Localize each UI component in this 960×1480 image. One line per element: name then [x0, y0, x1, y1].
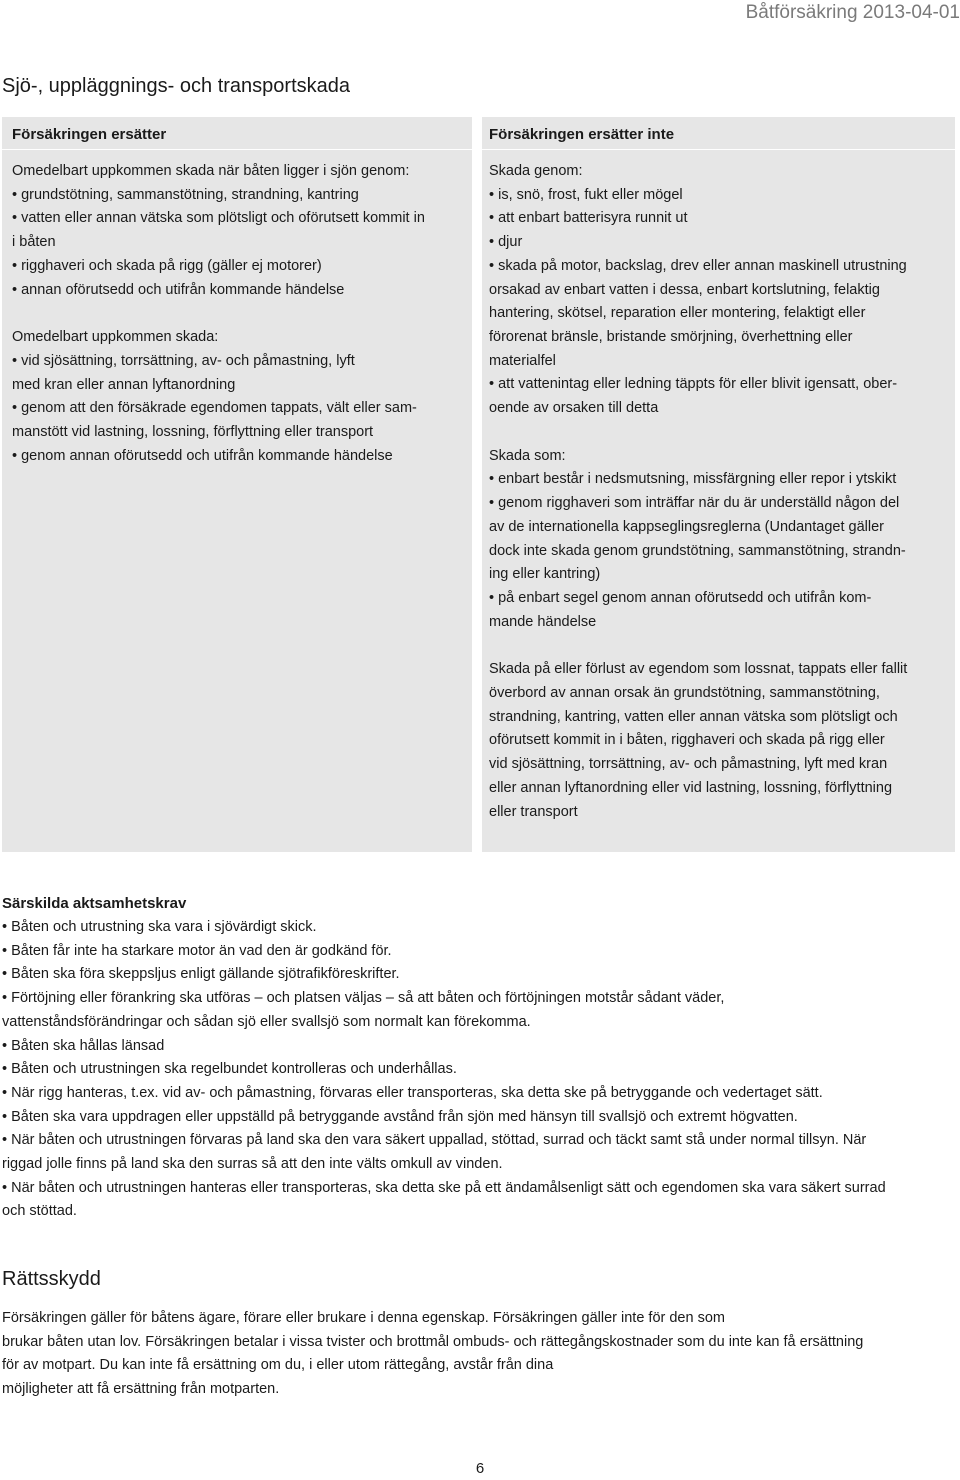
spacer [489, 421, 945, 445]
not-covered-panel [482, 117, 955, 852]
text-line: Skada på eller förlust av egendom som lossnat, tappats eller fallit [489, 661, 908, 678]
text-line: brukar båten utan lov. Försäkringen betalar i vissa tvister och brottmål ombuds- och rättegångskostnader som du inte kan få ersättning [2, 1333, 864, 1350]
not-covered-heading: Försäkringen ersätter inte [482, 125, 955, 150]
text-line: eller annan lyftanordning eller vid lastning, lossning, förflyttning [489, 779, 893, 796]
text-line: med kran eller annan lyftanordning [12, 376, 236, 393]
text-line: • genom rigghaveri som inträffar när du är underställd någon del [489, 495, 900, 512]
text-line: • vatten eller annan vätska som plötsligt och oförutsett kommit in [12, 210, 425, 227]
text-line: mande händelse [489, 613, 597, 630]
text-line: manstött vid lastning, lossning, förflyttning eller transport [12, 424, 374, 441]
text-line: av de internationella kappseglingsreglerna (Undantaget gäller [489, 518, 884, 535]
text-line: • på enbart segel genom annan oförutsedd och utifrån kom- [489, 589, 872, 606]
text-line: och stöttad. [2, 1203, 77, 1220]
text-line: dock inte skada genom grundstötning, sammanstötning, strandn- [489, 542, 906, 559]
text-line: • Båten får inte ha starkare motor än vad den är godkänd för. [2, 942, 392, 959]
text-line: • att vattenintag eller ledning täppts för eller blivit igensatt, ober- [489, 376, 898, 393]
special-requirements-heading: Särskilda aktsamhetskrav [2, 895, 187, 912]
text-line: orsakad av enbart vatten i dessa, enbart kortslutning, felaktig [489, 281, 880, 298]
legal-protection-text [2, 1307, 957, 1402]
not-covered-block-damage [489, 445, 945, 635]
text-line: • Båten och utrustningen ska regelbundet kontrolleras och underhållas. [2, 1061, 457, 1078]
text-line: oende av orsaken till detta [489, 400, 659, 417]
text-line: vid sjösättning, torrsättning, av- och påmastning, lyft med kran [489, 756, 888, 773]
legal-protection-body [2, 1307, 957, 1402]
text-line: för av motpart. Du kan inte få ersättning om du, i eller utom rättegång, avstår från dina [2, 1357, 554, 1374]
text-line: oförutsett kommit in i båten, rigghaveri och skada på rigg eller [489, 732, 885, 749]
text-line: Försäkringen gäller för båtens ägare, förare eller brukare i denna egenskap. Försäkringen gäller inte för den som [2, 1310, 725, 1326]
special-requirements-section [2, 892, 957, 1224]
text-line: • genom att den försäkrade egendomen tappats, vält eller sam- [12, 400, 417, 417]
text-line: vattenståndsförändringar och sådan sjö eller svallsjö som normalt kan förekomma. [2, 1013, 531, 1030]
covered-block-handling [12, 326, 462, 468]
text-line: • annan oförutsedd och utifrån kommande händelse [12, 281, 345, 298]
section-title: Sjö-, uppläggnings- och transportskada [2, 75, 350, 97]
text-line: • Båten ska hållas länsad [2, 1037, 165, 1054]
text-line: strandning, kantring, vatten eller annan vätska som plötsligt och [489, 708, 898, 725]
text-line: riggad jolle finns på land ska den surras så att den inte välts omkull av vinden. [2, 1156, 503, 1173]
text-line: • När båten och utrustningen förvaras på land ska den vara säkert uppallad, stöttad, surrad och täckt samt stå under normal tillsyn. När [2, 1132, 867, 1149]
covered-heading: Försäkringen ersätter [2, 125, 472, 150]
text-line: • enbart består i nedsmutsning, missfärgning eller repor i ytskikt [489, 471, 897, 488]
text-line: • När båten och utrustningen hanteras eller transporteras, ska detta ske på ett ändamålsenligt sätt och egendomen ska vara säkert surrad [2, 1179, 886, 1196]
text-line: • Båten ska föra skeppsljus enligt gällande sjötrafikföreskrifter. [2, 966, 400, 983]
text-line: • djur [489, 234, 523, 251]
text-line: möjligheter att få ersättning från motparten. [2, 1381, 280, 1398]
text-line: förorenat bränsle, bristande smörjning, överhettning eller [489, 328, 853, 345]
text-line: • genom annan oförutsedd och utifrån kommande händelse [12, 447, 393, 464]
text-line: • skada på motor, backslag, drev eller annan maskinell utrustning [489, 257, 907, 274]
text-line: • vid sjösättning, torrsättning, av- och påmastning, lyft [12, 352, 355, 369]
page-number: 6 [475, 1460, 485, 1477]
legal-protection-title: Rättsskydd [2, 1268, 101, 1290]
text-line: • rigghaveri och skada på rigg (gäller ej motorer) [12, 257, 322, 274]
text-line: • Förtöjning eller förankring ska utföras – och platsen väljas – så att båten och förtöjningen motstår sådant väder, [2, 990, 725, 1007]
text-line: Skada som: [489, 447, 566, 464]
text-line: Skada genom: [489, 163, 583, 179]
special-requirements-list [2, 916, 957, 1224]
covered-block-sea [12, 160, 462, 302]
not-covered-block-lost-property [489, 658, 945, 824]
text-line: • Båten och utrustning ska vara i sjövärdigt skick. [2, 919, 317, 935]
text-line: • Båten ska vara uppdragen eller uppställd på betryggande avstånd från sjön med hänsyn till svallsjö och extremt högvatten. [2, 1108, 798, 1125]
text-line: hantering, skötsel, reparation eller montering, felaktigt eller [489, 305, 866, 322]
spacer [489, 634, 945, 658]
text-line: Omedelbart uppkommen skada när båten ligger i sjön genom: [12, 163, 410, 179]
text-line: • grundstötning, sammanstötning, strandning, kantring [12, 186, 359, 203]
text-line: ing eller kantring) [489, 566, 601, 583]
text-line: överbord av annan orsak än grundstötning, sammanstötning, [489, 685, 880, 702]
spacer [12, 302, 462, 326]
text-line: • När rigg hanteras, t.ex. vid av- och påmastning, förvaras eller transporteras, ska detta ske på betryggande och vedertaget sätt. [2, 1084, 823, 1101]
not-covered-block-causes [489, 160, 945, 421]
text-line: Omedelbart uppkommen skada: [12, 329, 219, 346]
text-line: materialfel [489, 352, 556, 369]
document-header-title: Båtförsäkring 2013-04-01 [745, 2, 960, 23]
text-line: eller transport [489, 803, 578, 820]
text-line: i båten [12, 234, 56, 251]
text-line: • is, snö, frost, fukt eller mögel [489, 186, 683, 203]
covered-panel [2, 117, 472, 852]
text-line: • att enbart batterisyra runnit ut [489, 210, 688, 227]
